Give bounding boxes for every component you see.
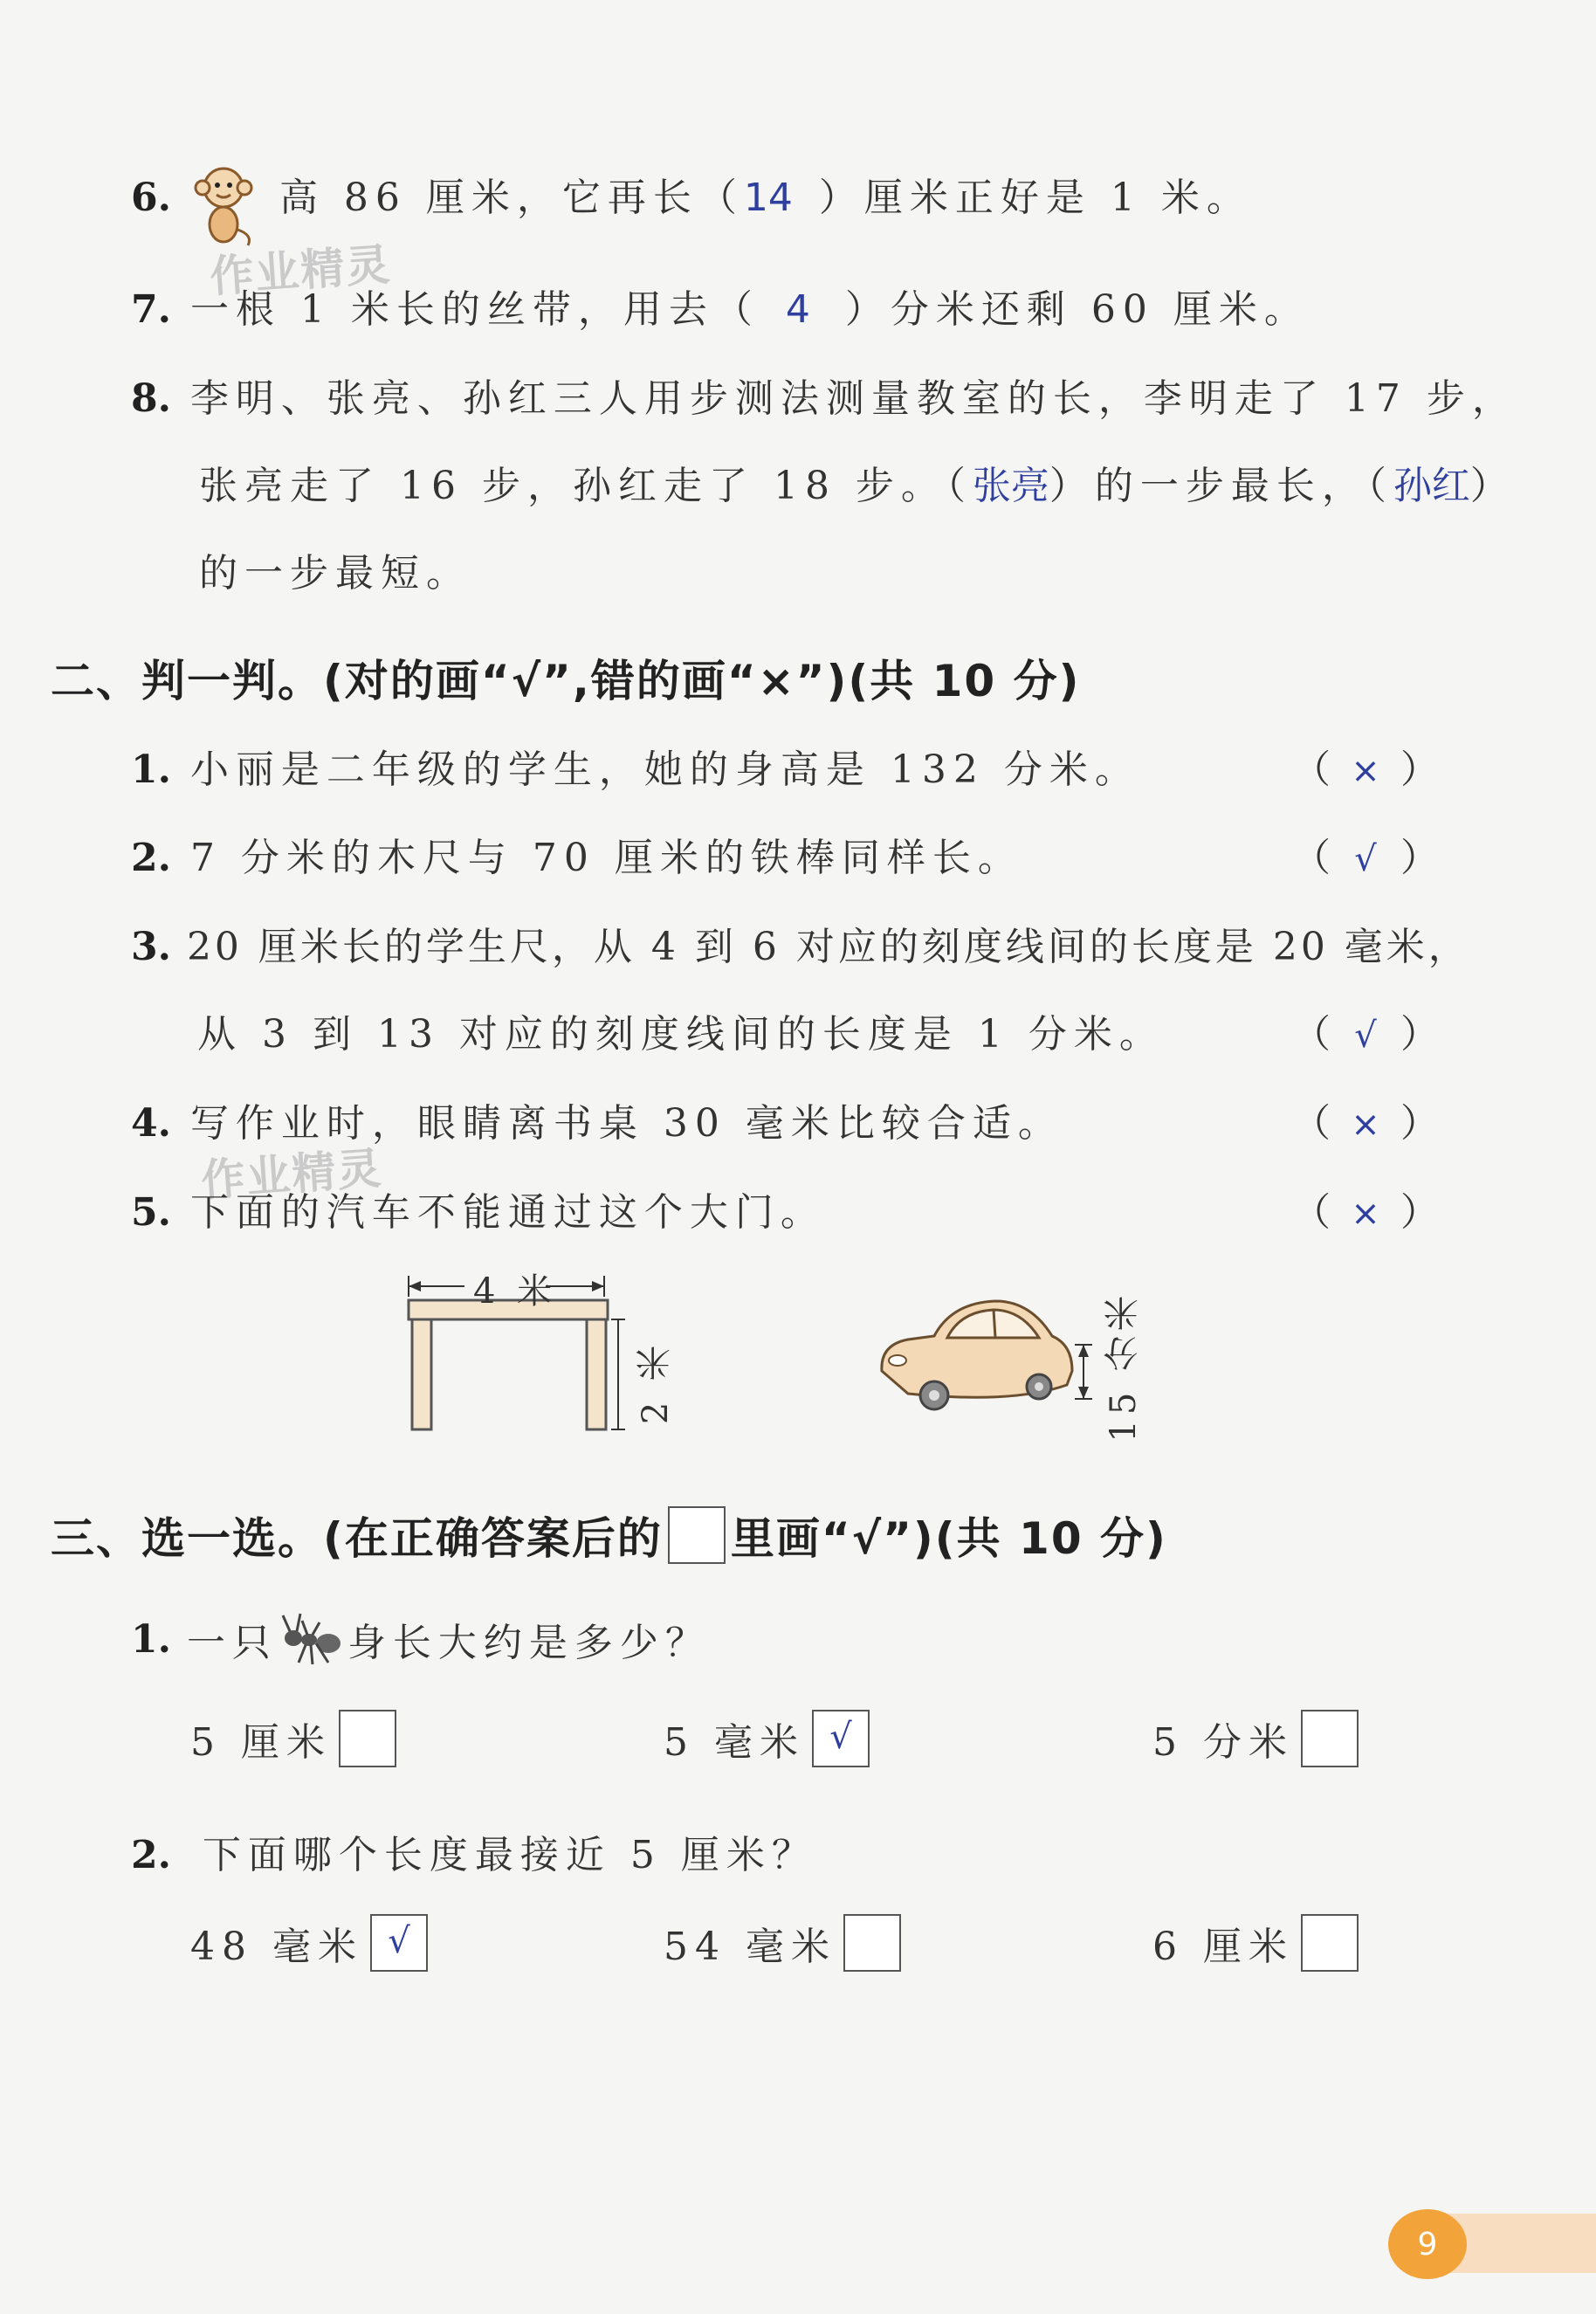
question-text: ）分米还剩 60 厘米。: [844, 287, 1310, 332]
answer-box[interactable]: [1301, 1710, 1359, 1767]
answer-box[interactable]: [812, 1710, 870, 1767]
q1-option-1[interactable]: [190, 1710, 396, 1767]
paren-open: （: [1292, 1101, 1331, 1146]
box-icon: [668, 1506, 726, 1564]
question-text: 20 厘米长的学生尺，从 4 到 6 对应的刻度线间的长度是 20 毫米，: [186, 925, 1470, 969]
question-text: 张亮走了 16 步，孙红走了 18 步。（: [199, 464, 973, 508]
option-label: 48 毫米: [190, 1925, 363, 1969]
choice-question-2: [131, 1823, 817, 1879]
answer-mark: √: [388, 1921, 410, 1961]
question-8-line-3: [199, 541, 471, 597]
q1-option-3[interactable]: [1152, 1710, 1359, 1767]
question-text: 写作业时，眼睛离书桌 30 毫米比较合适。: [189, 1101, 1063, 1146]
car-height-label: 15 分米: [1104, 1291, 1144, 1443]
answer-text: 4: [785, 287, 810, 332]
judge-item-1: [131, 738, 1140, 794]
question-text: 下面的汽车不能通过这个大门。: [189, 1190, 826, 1235]
option-label: 5 厘米: [190, 1720, 332, 1765]
section-3-title-post: 里画“√”)(共 10 分): [730, 1513, 1167, 1564]
question-number: 2.: [131, 1833, 171, 1877]
section-3-title: [51, 1504, 1167, 1567]
question-number: 1.: [131, 747, 171, 792]
option-label: 54 毫米: [664, 1925, 836, 1969]
paren-open: （: [1292, 836, 1331, 880]
question-text: 7 分米的木尺与 70 厘米的铁棒同样长。: [189, 836, 1023, 880]
question-text: 的一步最短。: [199, 551, 471, 596]
question-text: ）的一步最长，（: [1049, 464, 1393, 508]
question-number: 7.: [131, 287, 171, 332]
paren-open: （: [1292, 1190, 1331, 1235]
paren-close: ）: [1400, 747, 1439, 792]
judge-item-3: [131, 915, 1470, 971]
q1-option-2[interactable]: [664, 1710, 870, 1767]
judge-item-2: [131, 826, 1023, 882]
question-6: [131, 166, 1252, 231]
judge-item-5: [131, 1181, 826, 1236]
paren-close: ）: [1400, 1101, 1439, 1146]
car-diagram: [873, 1284, 1161, 1450]
paren-open: （: [1292, 1012, 1331, 1057]
option-label: 6 厘米: [1152, 1925, 1294, 1969]
q2-option-3[interactable]: [1152, 1914, 1359, 1972]
answer-paren: [1292, 1002, 1439, 1058]
option-label: 5 分米: [1152, 1720, 1294, 1765]
gate-width-label: 4 米: [473, 1271, 558, 1312]
q2-option-1[interactable]: [190, 1914, 428, 1972]
question-8: [131, 367, 1517, 423]
answer-paren: [1292, 1092, 1439, 1147]
question-text: 一根 1 米长的丝带，用去（: [189, 287, 760, 332]
question-number: 4.: [131, 1101, 171, 1146]
question-number: 6.: [131, 176, 171, 220]
watermark: 作业精灵: [199, 1142, 385, 1207]
answer-box[interactable]: [370, 1914, 428, 1972]
question-text: 身长大约是多少？: [347, 1621, 711, 1665]
q2-option-2[interactable]: [664, 1914, 901, 1972]
question-text: 一只: [186, 1621, 278, 1665]
question-number: 2.: [131, 836, 171, 880]
answer-text: 孙红: [1393, 464, 1470, 508]
section-3-title-pre: 三、选一选。(在正确答案后的: [51, 1513, 663, 1564]
answer-mark: √: [829, 1717, 852, 1757]
answer-mark: √: [1354, 1016, 1377, 1056]
answer-box[interactable]: [843, 1914, 901, 1972]
gate-diagram: [402, 1271, 681, 1445]
answer-text: 张亮: [972, 464, 1049, 508]
question-text: ）厘米正好是 1 米。: [818, 176, 1252, 220]
answer-box[interactable]: [339, 1710, 396, 1767]
choice-question-1: [131, 1608, 711, 1670]
answer-mark: ×: [1351, 1105, 1380, 1145]
answer-mark: ×: [1351, 1194, 1380, 1234]
answer-text: 14: [743, 176, 793, 220]
question-text: 李明、张亮、孙红三人用步测法测量教室的长，李明走了 17 步，: [189, 376, 1517, 421]
answer-box[interactable]: [1301, 1914, 1359, 1972]
paren-close: ）: [1400, 836, 1439, 880]
question-8-line-2: [199, 454, 1516, 510]
answer-mark: ×: [1351, 751, 1380, 791]
question-text: 高 86 厘米，它再长（: [279, 176, 744, 220]
question-number: 8.: [131, 376, 171, 421]
option-label: 5 毫米: [664, 1720, 805, 1765]
monkey-icon: [190, 170, 260, 231]
section-2-title: 二、判一判。(对的画“√”,错的画“×”)(共 10 分): [51, 656, 1081, 706]
question-text: ）: [1469, 464, 1516, 508]
question-number: 5.: [131, 1190, 171, 1235]
question-text: 小丽是二年级的学生，她的身高是 132 分米。: [189, 747, 1140, 792]
answer-mark: √: [1354, 839, 1377, 879]
car-icon: [873, 1284, 1083, 1432]
answer-paren: [1292, 738, 1439, 794]
judge-item-3-line-2: [197, 1002, 1165, 1058]
watermark: 作业精灵: [208, 238, 394, 303]
paren-close: ）: [1400, 1190, 1439, 1235]
answer-paren: [1292, 826, 1439, 882]
page-number: 9: [1388, 2209, 1467, 2279]
ant-icon: [278, 1608, 347, 1670]
judge-item-4: [131, 1092, 1063, 1147]
question-7: [131, 278, 1310, 334]
question-number: 3.: [131, 925, 171, 969]
gate-height-label: 2 米: [636, 1340, 676, 1425]
answer-paren: [1292, 1181, 1439, 1236]
paren-open: （: [1292, 747, 1331, 792]
paren-close: ）: [1400, 1012, 1439, 1057]
question-number: 1.: [131, 1616, 171, 1662]
question-text: 下面哪个长度最接近 5 厘米？: [202, 1833, 817, 1877]
question-text: 从 3 到 13 对应的刻度线间的长度是 1 分米。: [197, 1012, 1165, 1057]
car-height-arrow: [1070, 1284, 1097, 1432]
